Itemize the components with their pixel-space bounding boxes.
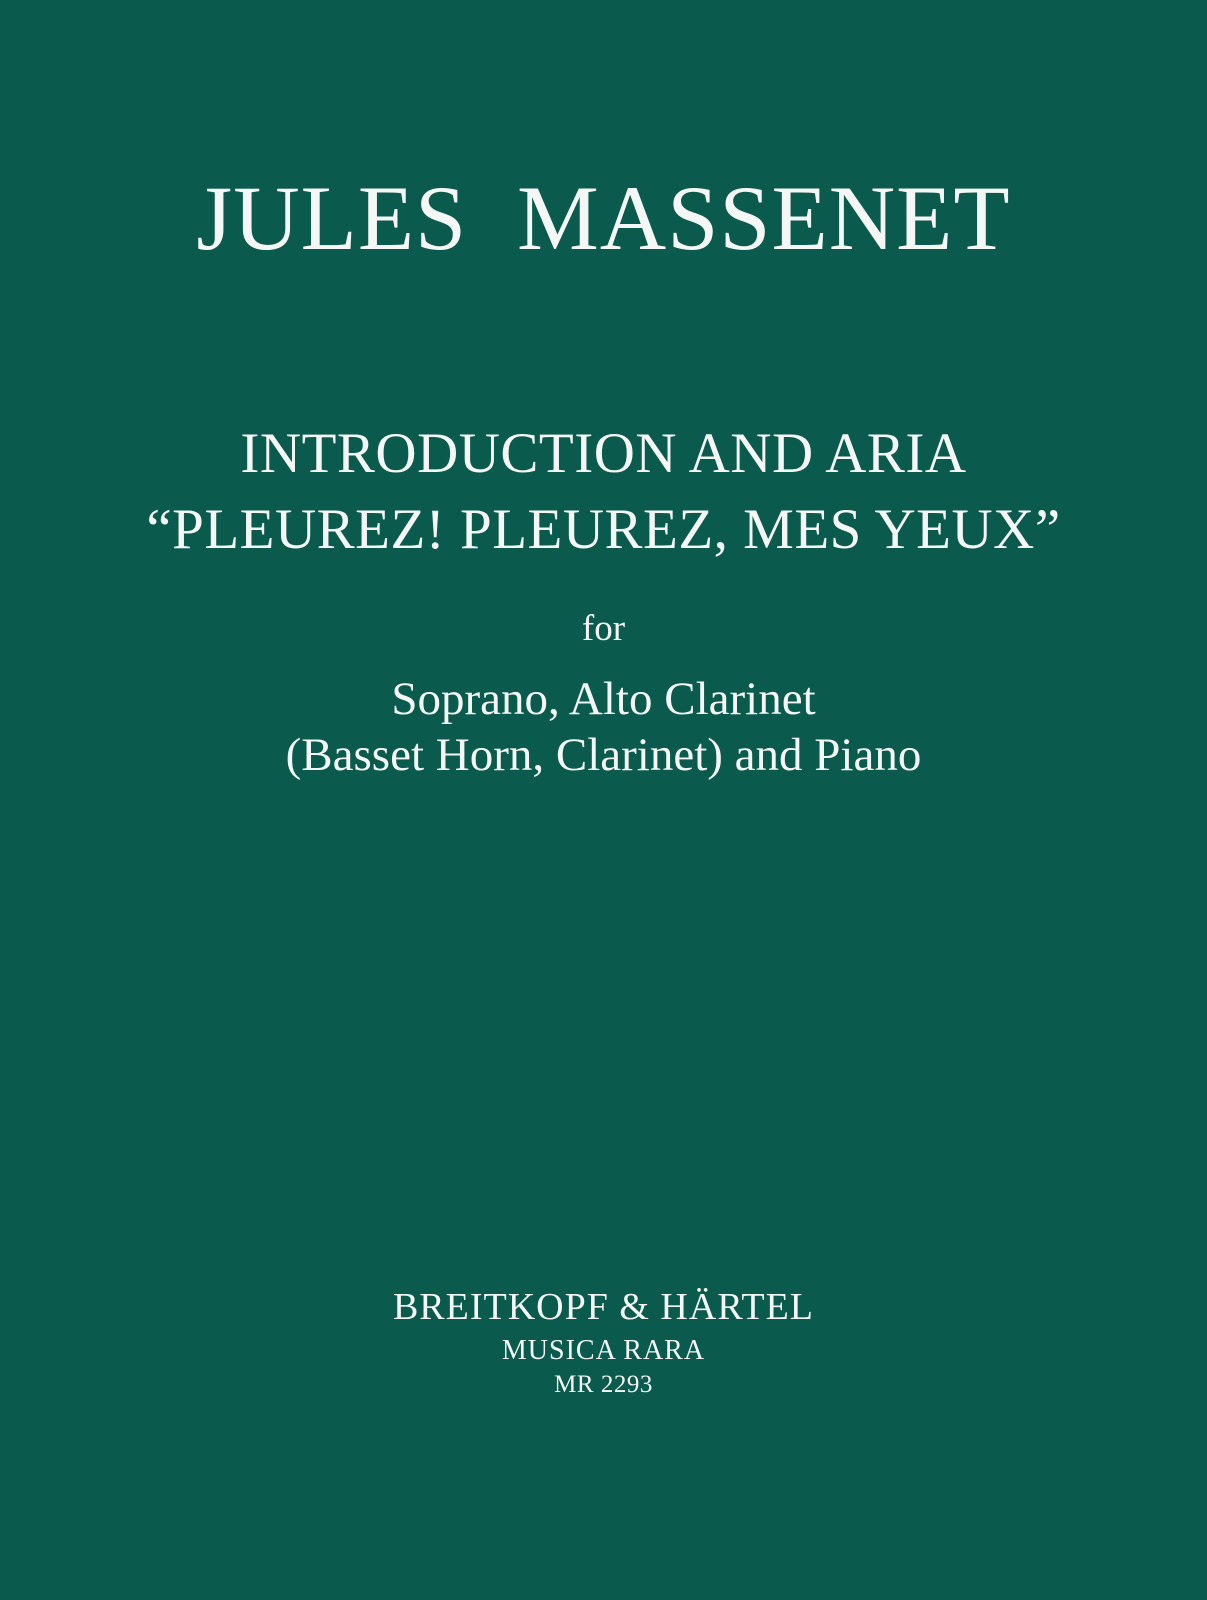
instrumentation-line-2: (Basset Horn, Clarinet) and Piano bbox=[285, 729, 922, 781]
catalog-number: MR 2293 bbox=[554, 1371, 653, 1398]
publisher-name: BREITKOPF & HÄRTEL bbox=[392, 1286, 815, 1328]
work-title-line-2: “PLEUREZ! PLEUREZ, MES YEUX” bbox=[146, 498, 1061, 561]
composer-name: JULES MASSENET bbox=[196, 167, 1011, 269]
instrumentation-line-1: Soprano, Alto Clarinet bbox=[391, 673, 816, 725]
imprint-name: MUSICA RARA bbox=[501, 1335, 706, 1366]
work-title-line-1: INTRODUCTION AND ARIA bbox=[240, 422, 967, 485]
for-label: for bbox=[581, 608, 626, 649]
